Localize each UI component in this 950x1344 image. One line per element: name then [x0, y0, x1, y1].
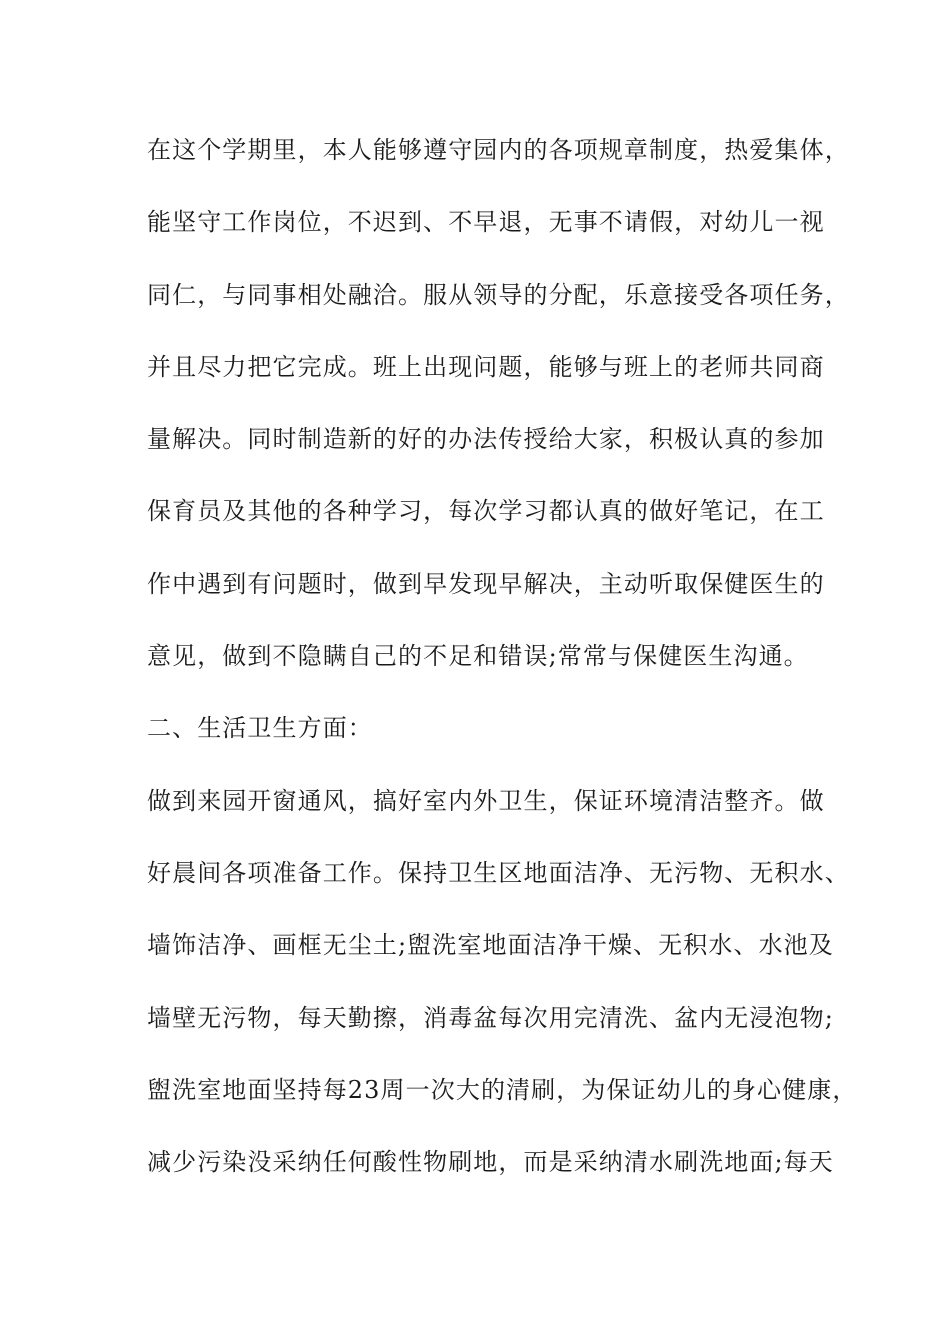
- text-line: 意见，做到不隐瞒自己的不足和错误;常常与保健医生沟通。: [147, 642, 809, 671]
- text-line: 墙壁无污物，每天勤擦，消毒盆每次用完清洗、盆内无浸泡物;: [147, 1003, 834, 1032]
- text-line: 做到来园开窗通风，搞好室内外卫生，保证环境清洁整齐。做: [147, 786, 825, 815]
- text-line: 好晨间各项准备工作。保持卫生区地面洁净、无污物、无积水、: [147, 858, 850, 887]
- text-line: 盥洗室地面坚持每23周一次大的清刷，为保证幼儿的身心健康，: [147, 1075, 858, 1104]
- text-line: 量解决。同时制造新的好的办法传授给大家，积极认真的参加: [147, 425, 825, 454]
- text-line: 保育员及其他的各种学习，每次学习都认真的做好笔记，在工: [147, 497, 825, 526]
- text-line: 并且尽力把它完成。班上出现问题，能够与班上的老师共同商: [147, 352, 825, 381]
- document-body: [147, 130, 858, 1214]
- text-line: 在这个学期里，本人能够遵守园内的各项规章制度，热爱集体，: [147, 136, 850, 164]
- text-line: 同仁，与同事相处融洽。服从领导的分配，乐意接受各项任务，: [147, 280, 850, 309]
- text-line: 作中遇到有问题时，做到早发现早解决，主动听取保健医生的: [147, 569, 825, 598]
- section-heading: 二、生活卫生方面：: [147, 714, 373, 743]
- text-line: 减少污染没采纳任何酸性物刷地，而是采纳清水刷洗地面;每天: [147, 1148, 834, 1177]
- text-line: 能坚守工作岗位，不迟到、不早退，无事不请假，对幼儿一视: [147, 208, 825, 237]
- text-line: 墙饰洁净、画框无尘土;盥洗室地面洁净干燥、无积水、水池及: [147, 931, 834, 960]
